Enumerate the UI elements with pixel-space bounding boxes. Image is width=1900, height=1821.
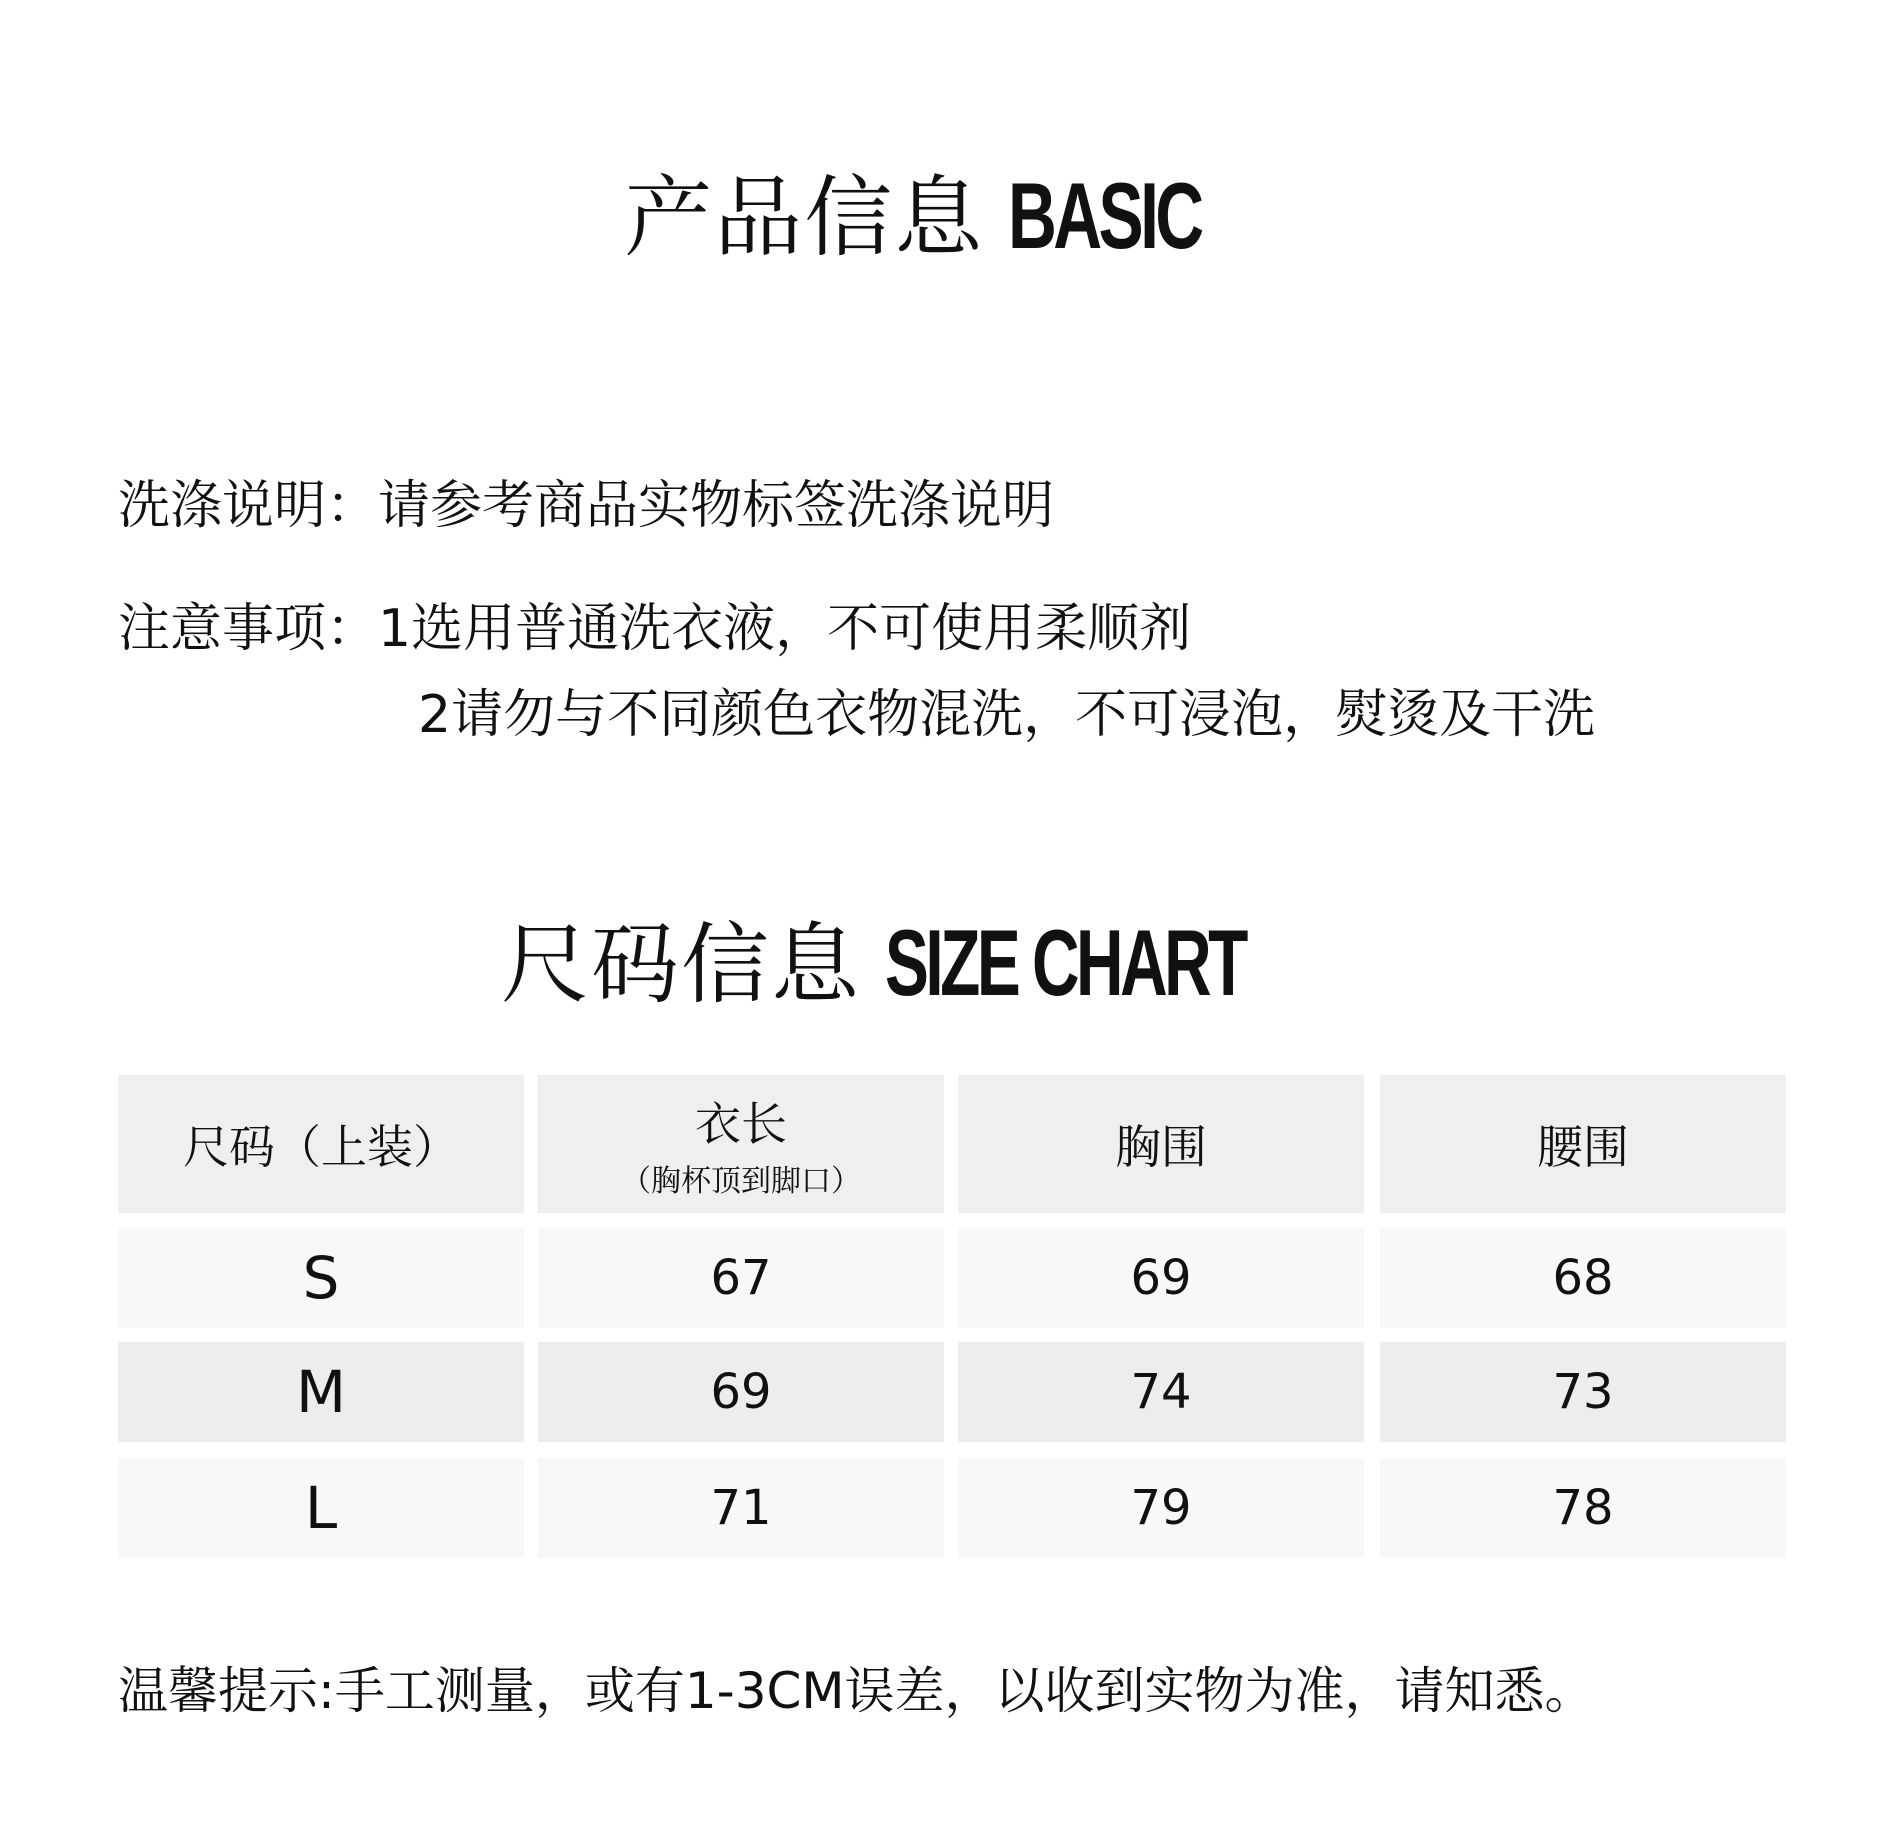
table-row-s-waist bbox=[1380, 1228, 1786, 1328]
table-row-s-size bbox=[118, 1228, 524, 1328]
wash-instructions-row bbox=[118, 476, 1055, 536]
wash-value: 请参考商品实物标签洗涤说明 bbox=[378, 476, 1055, 536]
chest-m: 74 bbox=[1130, 1364, 1192, 1420]
header-chest bbox=[958, 1075, 1364, 1213]
chest-s: 69 bbox=[1130, 1250, 1192, 1306]
notes-row bbox=[118, 599, 1192, 659]
header-size-label: 尺码（上装） bbox=[183, 1120, 459, 1174]
waist-s: 68 bbox=[1552, 1250, 1614, 1306]
table-row-m-waist bbox=[1380, 1342, 1786, 1442]
chest-l: 79 bbox=[1130, 1480, 1192, 1536]
wash-label: 洗涤说明： bbox=[118, 476, 379, 536]
size-l: L bbox=[304, 1474, 338, 1542]
table-row-m-length bbox=[538, 1342, 944, 1442]
notes-label: 注意事项： bbox=[118, 599, 379, 659]
length-m: 69 bbox=[710, 1364, 772, 1420]
basic-title-en: BASIC bbox=[1008, 163, 1201, 268]
header-waist-label: 腰围 bbox=[1537, 1120, 1629, 1174]
size-s: S bbox=[302, 1244, 340, 1312]
size-m: M bbox=[295, 1358, 347, 1426]
table-row-l-size bbox=[118, 1458, 524, 1558]
basic-section-title bbox=[0, 148, 1900, 274]
waist-m: 73 bbox=[1552, 1364, 1614, 1420]
header-size bbox=[118, 1075, 524, 1213]
table-row-l-chest bbox=[958, 1458, 1364, 1558]
table-row-m-size bbox=[118, 1342, 524, 1442]
size-title-cn: 尺码信息 bbox=[500, 913, 861, 1016]
measurement-tip: 温馨提示:手工测量，或有1-3CM误差，以收到实物为准，请知悉。 bbox=[118, 1662, 1595, 1720]
table-row-l-length bbox=[538, 1458, 944, 1558]
length-s: 67 bbox=[710, 1250, 772, 1306]
table-row-l-waist bbox=[1380, 1458, 1786, 1558]
header-length-label: 衣长 bbox=[695, 1097, 787, 1151]
size-title-en: SIZE CHART bbox=[885, 910, 1245, 1015]
basic-title-cn: 产品信息 bbox=[624, 166, 985, 269]
length-l: 71 bbox=[710, 1480, 772, 1536]
notes-line-1: 1选用普通洗衣液，不可使用柔顺剂 bbox=[378, 599, 1192, 659]
size-section-title bbox=[0, 895, 1900, 1021]
notes-line-2: 2请勿与不同颜色衣物混洗，不可浸泡，熨烫及干洗 bbox=[418, 685, 1596, 745]
table-row-s-length bbox=[538, 1228, 944, 1328]
header-length-sub: （胸杯顶到脚口） bbox=[621, 1164, 861, 1199]
table-row-s-chest bbox=[958, 1228, 1364, 1328]
header-chest-label: 胸围 bbox=[1115, 1120, 1207, 1174]
table-row-m-chest bbox=[958, 1342, 1364, 1442]
header-length bbox=[538, 1075, 944, 1213]
header-waist bbox=[1380, 1075, 1786, 1213]
waist-l: 78 bbox=[1552, 1480, 1614, 1536]
